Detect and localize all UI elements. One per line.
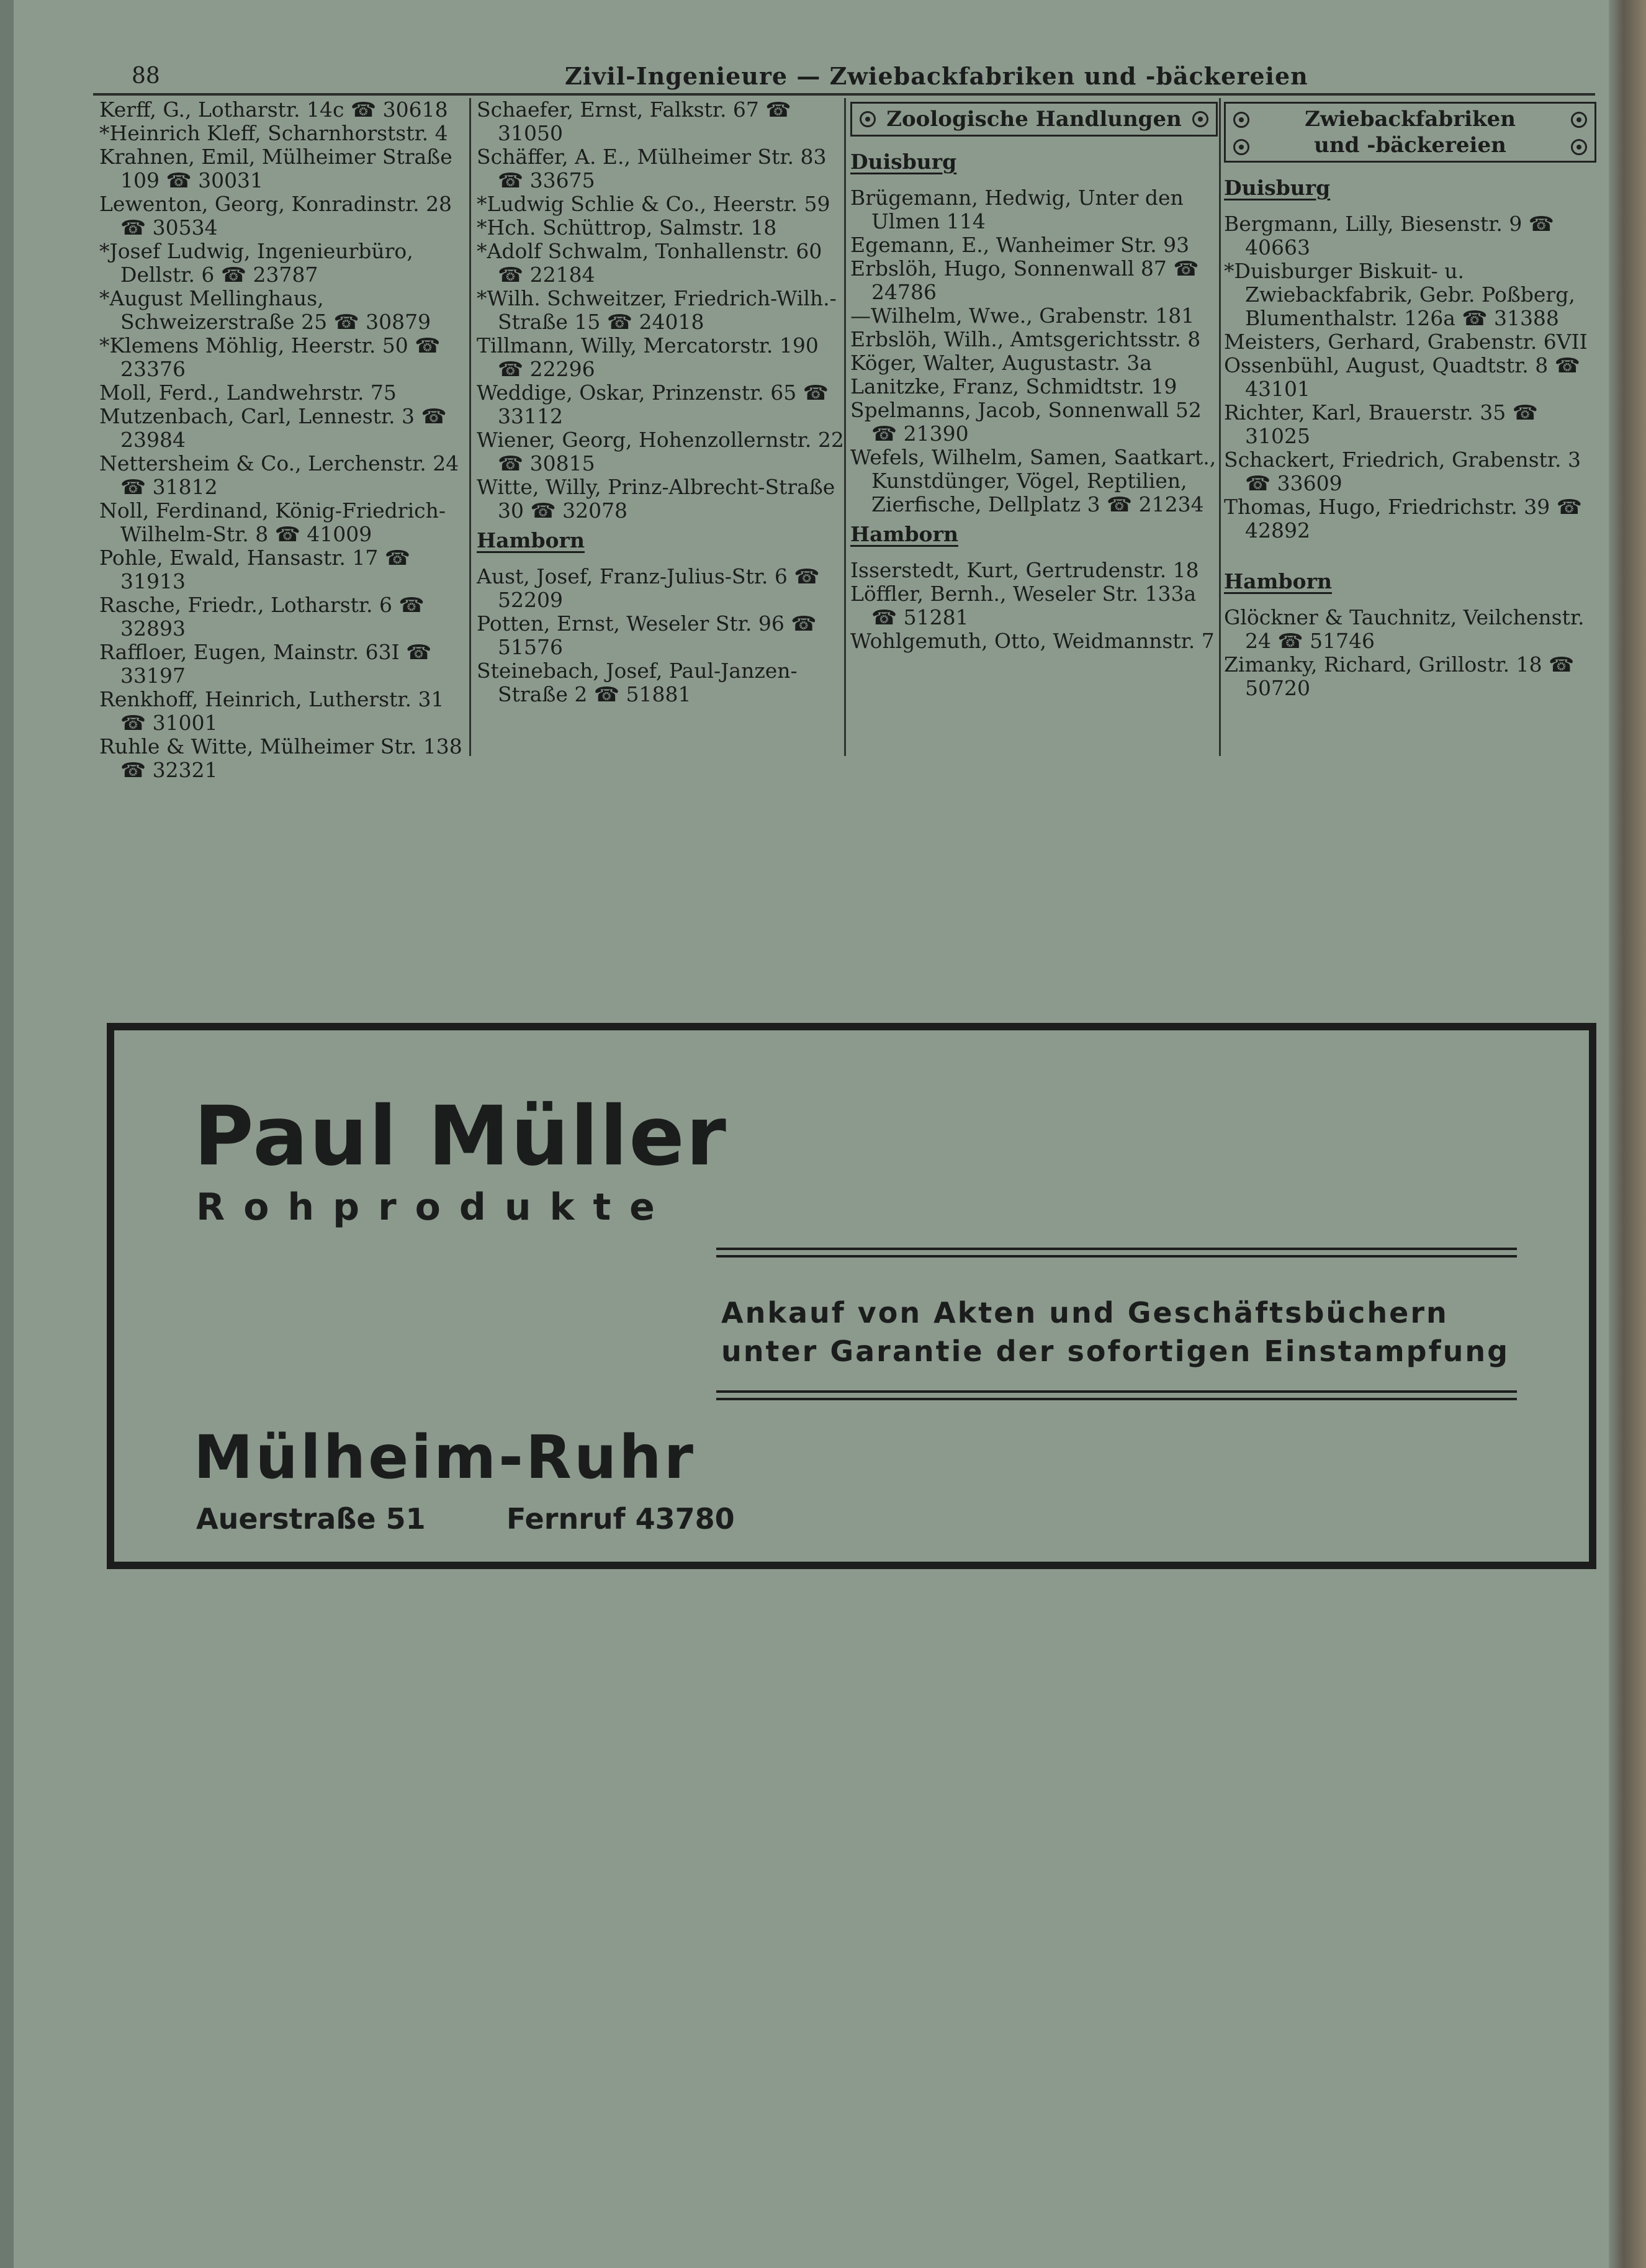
list-item: Moll, Ferd., Landwehrstr. 75 <box>99 380 397 405</box>
column-4 <box>1224 98 1596 700</box>
list-item: Wiener, Georg, Hohenzollernstr. 22 ☎ 30815 <box>477 428 844 475</box>
list-item: Nettersheim & Co., Lerchenstr. 24 ☎ 31812 <box>99 451 459 499</box>
ornament-icon <box>1571 112 1587 128</box>
list-item: Richter, Karl, Brauerstr. 35 ☎ 31025 <box>1224 400 1538 448</box>
list-item: Potten, Ernst, Weseler Str. 96 ☎ 51576 <box>477 611 817 659</box>
list-item: Schäffer, A. E., Mülheimer Str. 83 ☎ 33675 <box>477 145 827 192</box>
header-rule <box>93 93 1595 96</box>
column-1 <box>99 98 465 782</box>
list-item: Isserstedt, Kurt, Gertrudenstr. 18 <box>850 558 1199 582</box>
list-item: *Josef Ludwig, Ingenieurbüro, Dellstr. 6 ☎ 23787 <box>99 239 413 287</box>
ad-service-line-1: Ankauf von Akten und Geschäftsbüchern <box>721 1296 1449 1330</box>
list-item: Lewenton, Georg, Konradinstr. 28 ☎ 30534 <box>99 192 452 240</box>
list-item: *Duisburger Biskuit- u. Zwiebackfabrik, Gebr. Poßberg, Blumenthalstr. 126a ☎ 31388 <box>1224 259 1575 330</box>
ad-street: Auerstraße 51 <box>196 1502 426 1536</box>
list-item: Thomas, Hugo, Friedrichstr. 39 ☎ 42892 <box>1224 495 1582 542</box>
ad-rules-top <box>716 1248 1517 1262</box>
list-item: Ruhle & Witte, Mülheimer Str. 138 ☎ 32321 <box>99 734 462 782</box>
city-heading: Duisburg <box>850 150 957 174</box>
ornament-icon <box>1571 139 1587 155</box>
section-title-line-2: und -bäckereien <box>1314 133 1506 158</box>
column-divider <box>469 98 471 756</box>
list-item: Erbslöh, Hugo, Sonnenwall 87 ☎ 24786 <box>850 256 1199 304</box>
ad-rule <box>716 1255 1517 1258</box>
list-item: Wefels, Wilhelm, Samen, Saatkart., Kunstdünger, Vögel, Reptilien, Zierfische, Dellplatz 3 ☎ 21234 <box>850 445 1217 516</box>
ad-subtitle: Rohprodukte <box>196 1186 673 1229</box>
list-item: Mutzenbach, Carl, Lennestr. 3 ☎ 23984 <box>99 404 447 452</box>
ad-city: Mülheim-Ruhr <box>194 1423 696 1492</box>
list-item: Pohle, Ewald, Hansastr. 17 ☎ 31913 <box>99 546 410 593</box>
ornament-icon <box>860 111 876 127</box>
list-item: Brügemann, Hedwig, Unter den Ulmen 114 <box>850 186 1184 233</box>
ad-rule <box>716 1390 1517 1393</box>
list-item: *August Mellinghaus, Schweizerstraße 25 ☎ 30879 <box>99 286 431 334</box>
city-heading: Hamborn <box>1224 569 1332 593</box>
section-heading-zwiebackfabriken <box>1224 102 1596 163</box>
column-divider <box>844 98 846 756</box>
page-edge-right <box>1609 0 1646 2268</box>
running-title: Zivil-Ingenieure — Zwiebackfabriken und -bäckereien <box>565 62 1308 90</box>
city-heading: Duisburg <box>1224 176 1331 200</box>
list-item: Spelmanns, Jacob, Sonnenwall 52 ☎ 21390 <box>850 398 1202 446</box>
section-title-line-1: Zwiebackfabriken <box>1305 107 1516 132</box>
page-edge-left <box>0 0 14 2268</box>
ornament-icon <box>1233 112 1249 128</box>
column-3 <box>850 98 1218 653</box>
list-item: Aust, Josef, Franz-Julius-Str. 6 ☎ 52209 <box>477 564 820 612</box>
list-item: Erbslöh, Wilh., Amtsgerichtsstr. 8 <box>850 327 1201 351</box>
list-item: Egemann, E., Wanheimer Str. 93 <box>850 233 1190 257</box>
ad-rule <box>716 1248 1517 1250</box>
section-title: Zoologische Handlungen <box>886 107 1182 132</box>
column-divider <box>1219 98 1221 756</box>
ad-phone: Fernruf 43780 <box>506 1502 735 1536</box>
list-item: Schaefer, Ernst, Falkstr. 67 ☎ 31050 <box>477 97 791 145</box>
list-item: *Hch. Schüttrop, Salmstr. 18 <box>477 215 777 240</box>
ornament-icon <box>1192 111 1208 127</box>
page-number: 88 <box>132 63 160 89</box>
list-item: Meisters, Gerhard, Grabenstr. 6VII <box>1224 330 1588 354</box>
column-2 <box>477 98 844 706</box>
city-heading: Hamborn <box>477 528 585 552</box>
list-item: Steinebach, Josef, Paul-Janzen-Straße 2 ☎ 51881 <box>477 659 798 706</box>
section-heading-zoologische-handlungen <box>850 102 1218 137</box>
list-item: —Wilhelm, Wwe., Grabenstr. 181 <box>850 304 1195 328</box>
ad-company-name: Paul Müller <box>194 1089 727 1184</box>
list-item: Köger, Walter, Augustastr. 3a <box>850 351 1152 375</box>
list-item: Weddige, Oskar, Prinzenstr. 65 ☎ 33112 <box>477 380 829 428</box>
list-item: Löffler, Bernh., Weseler Str. 133a ☎ 51281 <box>850 582 1197 629</box>
list-item: Ossenbühl, August, Quadtstr. 8 ☎ 43101 <box>1224 353 1580 401</box>
list-item: Schackert, Friedrich, Grabenstr. 3 ☎ 33609 <box>1224 448 1581 495</box>
running-head <box>93 60 1595 97</box>
list-item: Wohlgemuth, Otto, Weidmannstr. 7 <box>850 629 1215 653</box>
city-heading: Hamborn <box>850 522 958 546</box>
list-item: *Klemens Möhlig, Heerstr. 50 ☎ 23376 <box>99 333 441 381</box>
list-item: Renkhoff, Heinrich, Lutherstr. 31 ☎ 31001 <box>99 687 444 735</box>
list-item: *Heinrich Kleff, Scharnhorststr. 4 <box>99 121 448 145</box>
list-item: Noll, Ferdinand, König-Friedrich-Wilhelm-Str. 8 ☎ 41009 <box>99 498 446 546</box>
list-item: Lanitzke, Franz, Schmidtstr. 19 <box>850 374 1177 398</box>
ad-rule <box>716 1398 1517 1400</box>
list-item: Glöckner & Tauchnitz, Veilchenstr. 24 ☎ 51746 <box>1224 605 1585 653</box>
list-item: Raffloer, Eugen, Mainstr. 63I ☎ 33197 <box>99 640 432 688</box>
list-item: Tillmann, Willy, Mercatorstr. 190 ☎ 22296 <box>477 333 819 381</box>
list-item: Krahnen, Emil, Mülheimer Straße 109 ☎ 30031 <box>99 145 452 192</box>
advertisement-box <box>107 1023 1596 1569</box>
list-item: *Wilh. Schweitzer, Friedrich-Wilh.-Straße 15 ☎ 24018 <box>477 286 837 334</box>
spacer <box>1224 542 1596 564</box>
ornament-icon <box>1233 139 1249 155</box>
list-item: Bergmann, Lilly, Biesenstr. 9 ☎ 40663 <box>1224 212 1554 259</box>
list-item: Rasche, Friedr., Lotharstr. 6 ☎ 32893 <box>99 593 425 641</box>
list-item: Kerff, G., Lotharstr. 14c ☎ 30618 <box>99 97 448 122</box>
ad-service-line-2: unter Garantie der sofortigen Einstampfung <box>721 1334 1510 1368</box>
list-item: *Adolf Schwalm, Tonhallenstr. 60 ☎ 22184 <box>477 239 822 287</box>
list-item: Zimanky, Richard, Grillostr. 18 ☎ 50720 <box>1224 652 1575 700</box>
list-item: Witte, Willy, Prinz-Albrecht-Straße 30 ☎ 32078 <box>477 475 835 523</box>
list-item: *Ludwig Schlie & Co., Heerstr. 59 <box>477 192 830 216</box>
ad-rules-bottom <box>716 1390 1517 1405</box>
